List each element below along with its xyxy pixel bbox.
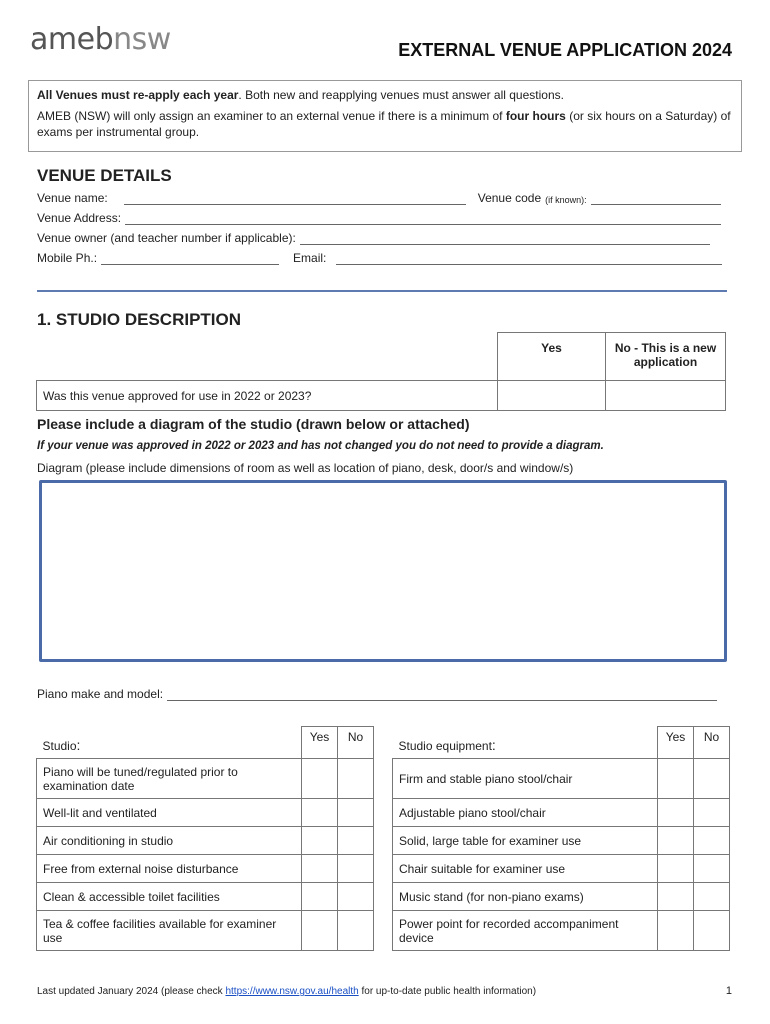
- venue-code-hint: (if known):: [545, 195, 587, 205]
- venue-address-label: Venue Address:: [37, 211, 122, 225]
- equipment-row-yes[interactable]: [658, 827, 694, 855]
- diagram-heading: Please include a diagram of the studio (drawn below or attached): [37, 416, 470, 432]
- studio-table: [36, 726, 374, 951]
- equipment-row-label: Music stand (for non-piano exams): [393, 883, 658, 911]
- studio-no-header: No: [338, 727, 374, 759]
- contact-row: [37, 251, 722, 265]
- venue-name-row: [37, 191, 721, 205]
- equipment-row-label: Firm and stable piano stool/chair: [393, 759, 658, 799]
- venue-code-label: Venue code: [477, 191, 542, 205]
- table-corner: [37, 333, 498, 381]
- approved-no-cell[interactable]: [606, 381, 726, 411]
- equipment-row-yes[interactable]: [658, 883, 694, 911]
- section-divider: [37, 290, 727, 292]
- studio-row-yes[interactable]: [302, 759, 338, 799]
- studio-yes-header: Yes: [302, 727, 338, 759]
- studio-row-no[interactable]: [338, 883, 374, 911]
- studio-row-no[interactable]: [338, 911, 374, 951]
- equipment-row-label: Chair suitable for examiner use: [393, 855, 658, 883]
- equipment-row-no[interactable]: [694, 911, 730, 951]
- venue-name-field[interactable]: [124, 193, 466, 205]
- approved-question: Was this venue approved for use in 2022 or 2023?: [37, 381, 498, 411]
- notice-line-1: All Venues must re-apply each year. Both new and reapplying venues must answer all questions.: [37, 88, 564, 102]
- studio-header: Studio:: [37, 727, 302, 759]
- studio-description-heading: 1. STUDIO DESCRIPTION: [37, 310, 242, 329]
- notice-box: [28, 80, 742, 152]
- piano-model-row: [37, 687, 717, 701]
- health-info-link[interactable]: https://www.nsw.gov.au/health: [225, 986, 359, 997]
- studio-row-yes[interactable]: [302, 855, 338, 883]
- equipment-row-label: Solid, large table for examiner use: [393, 827, 658, 855]
- venue-code-field[interactable]: [591, 193, 721, 205]
- prior-approval-table: [36, 332, 726, 411]
- studio-row-label: Air conditioning in studio: [37, 827, 302, 855]
- venue-details-heading: VENUE DETAILS: [37, 166, 172, 185]
- equipment-row-label: Adjustable piano stool/chair: [393, 799, 658, 827]
- venue-address-row: [37, 211, 721, 225]
- venue-owner-field[interactable]: [300, 233, 710, 245]
- studio-row-label: Piano will be tuned/regulated prior to examination date: [37, 759, 302, 799]
- studio-row-label: Free from external noise disturbance: [37, 855, 302, 883]
- equipment-header: Studio equipment:: [393, 727, 658, 759]
- notice-line-2: AMEB (NSW) will only assign an examiner to an external venue if there is a minimum of four hours (or six hours on a Saturday) of exams per instrumental group.: [37, 109, 731, 139]
- equipment-row-yes[interactable]: [658, 799, 694, 827]
- venue-name-label: Venue name:: [37, 191, 108, 205]
- studio-row-yes[interactable]: [302, 883, 338, 911]
- studio-row-no[interactable]: [338, 759, 374, 799]
- diagram-label: Diagram (please include dimensions of room as well as location of piano, desk, door/s and window/s): [37, 461, 574, 475]
- studio-row-yes[interactable]: [302, 911, 338, 951]
- col-yes-header: Yes: [498, 333, 606, 381]
- studio-row-yes[interactable]: [302, 827, 338, 855]
- mobile-label: Mobile Ph.:: [37, 251, 98, 265]
- col-no-new-header: No - This is a new application: [606, 333, 726, 381]
- studio-row-no[interactable]: [338, 827, 374, 855]
- venue-address-field[interactable]: [125, 213, 721, 225]
- equipment-row-no[interactable]: [694, 759, 730, 799]
- studio-row-no[interactable]: [338, 855, 374, 883]
- document-title: EXTERNAL VENUE APPLICATION 2024: [398, 40, 732, 60]
- equipment-table: [392, 726, 730, 951]
- equipment-row-no[interactable]: [694, 883, 730, 911]
- equipment-row-no[interactable]: [694, 855, 730, 883]
- equipment-no-header: No: [694, 727, 730, 759]
- email-field[interactable]: [336, 253, 722, 265]
- studio-row-label: Clean & accessible toilet facilities: [37, 883, 302, 911]
- ameb-nsw-logo: amebnsw: [30, 22, 171, 57]
- footer-note: Last updated January 2024 (please check https://www.nsw.gov.au/health for up-to-date public health information): [37, 986, 537, 997]
- studio-row-label: Tea & coffee facilities available for examiner use: [37, 911, 302, 951]
- studio-row-label: Well-lit and ventilated: [37, 799, 302, 827]
- diagram-drawing-area[interactable]: [39, 480, 727, 662]
- email-label: Email:: [293, 251, 327, 265]
- studio-row-yes[interactable]: [302, 799, 338, 827]
- approved-yes-cell[interactable]: [498, 381, 606, 411]
- studio-row-no[interactable]: [338, 799, 374, 827]
- equipment-row-label: Power point for recorded accompaniment device: [393, 911, 658, 951]
- equipment-row-yes[interactable]: [658, 911, 694, 951]
- equipment-row-no[interactable]: [694, 799, 730, 827]
- piano-model-field[interactable]: [167, 689, 717, 701]
- venue-owner-label: Venue owner (and teacher number if applicable):: [37, 231, 296, 245]
- equipment-yes-header: Yes: [658, 727, 694, 759]
- page-number: 1: [725, 985, 732, 997]
- venue-owner-row: [37, 231, 710, 245]
- mobile-field[interactable]: [101, 253, 279, 265]
- equipment-row-yes[interactable]: [658, 759, 694, 799]
- piano-model-label: Piano make and model:: [37, 687, 164, 701]
- equipment-row-yes[interactable]: [658, 855, 694, 883]
- diagram-note: If your venue was approved in 2022 or 2023 and has not changed you do not need to provide a diagram.: [37, 440, 604, 452]
- equipment-row-no[interactable]: [694, 827, 730, 855]
